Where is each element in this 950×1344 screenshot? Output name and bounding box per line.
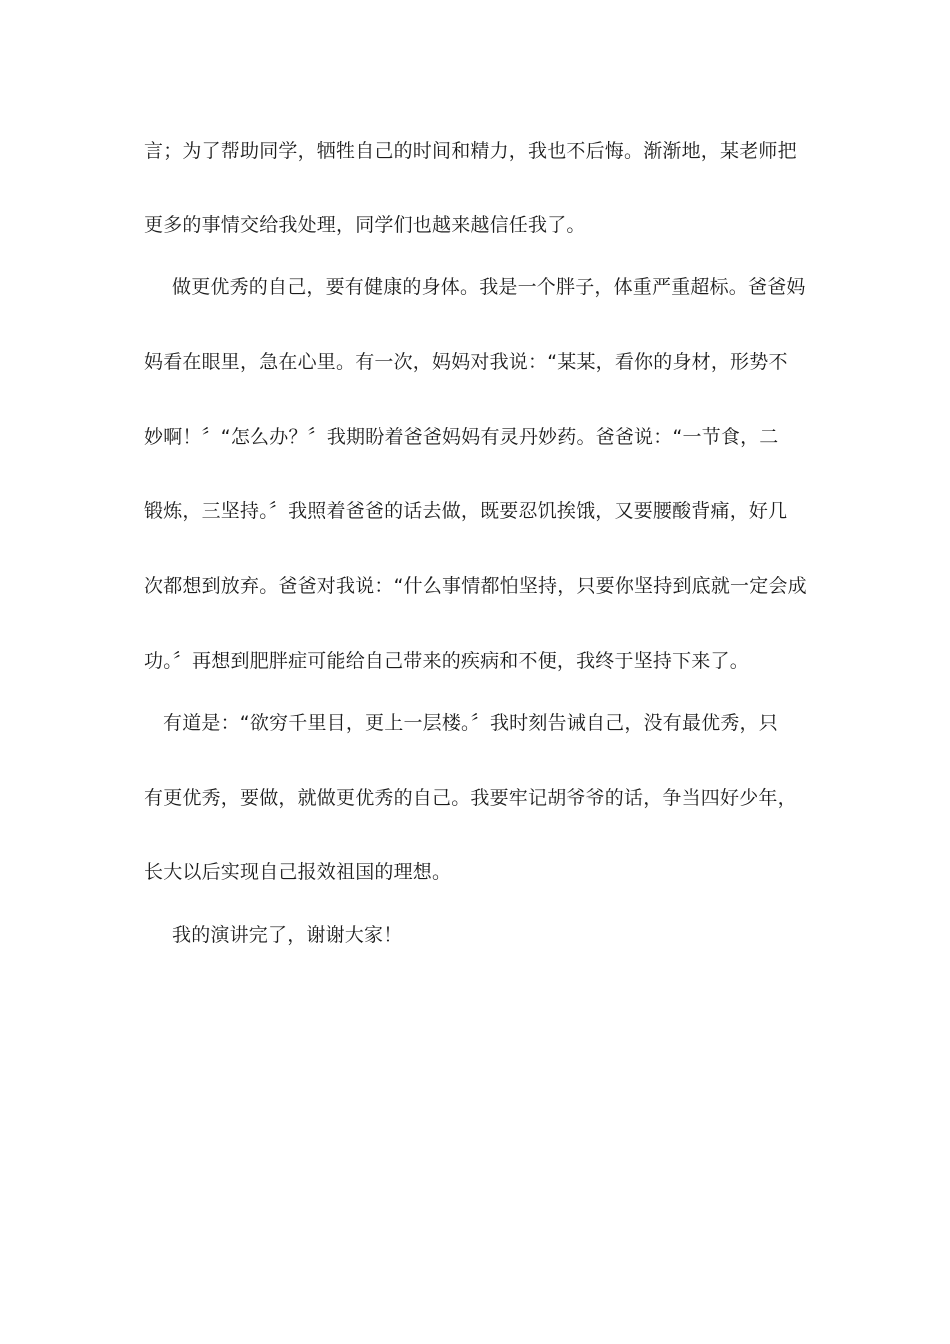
text-line: 更多的事情交给我处理，同学们也越来越信任我了。 — [144, 214, 586, 236]
text-line: 功。〞再想到肥胖症可能给自己带来的疾病和不便，我终于坚持下来了。 — [144, 650, 749, 672]
text-line: 次都想到放弃。爸爸对我说：“什么事情都怕坚持，只要你坚持到底就一定会成 — [144, 575, 807, 597]
text-line: 妙啊！〞“怎么办？〞我期盼着爸爸妈妈有灵丹妙药。爸爸说：“一节食，二 — [144, 426, 779, 448]
text-line: 锻炼，三坚持。〞我照着爸爸的话去做，既要忍饥挨饿，又要腰酸背痛，好几 — [144, 500, 788, 522]
text-line: 妈看在眼里，急在心里。有一次，妈妈对我说：“某某，看你的身材，形势不 — [144, 351, 788, 373]
text-line: 言；为了帮助同学，牺牲自己的时间和精力，我也不后悔。渐渐地，某老师把 — [144, 140, 797, 162]
paragraph-first-line: 做更优秀的自己，要有健康的身体。我是一个胖子，体重严重超标。爸爸妈 — [172, 276, 806, 298]
closing-line: 我的演讲完了，谢谢大家！ — [172, 924, 403, 946]
paragraph-first-line: 有道是：“欲穷千里目，更上一层楼。〞我时刻告诫自己，没有最优秀，只 — [163, 712, 778, 734]
text-line: 有更优秀，要做，就做更优秀的自己。我要牢记胡爷爷的话，争当四好少年， — [144, 787, 797, 809]
text-line: 长大以后实现自己报效祖国的理想。 — [144, 861, 452, 883]
